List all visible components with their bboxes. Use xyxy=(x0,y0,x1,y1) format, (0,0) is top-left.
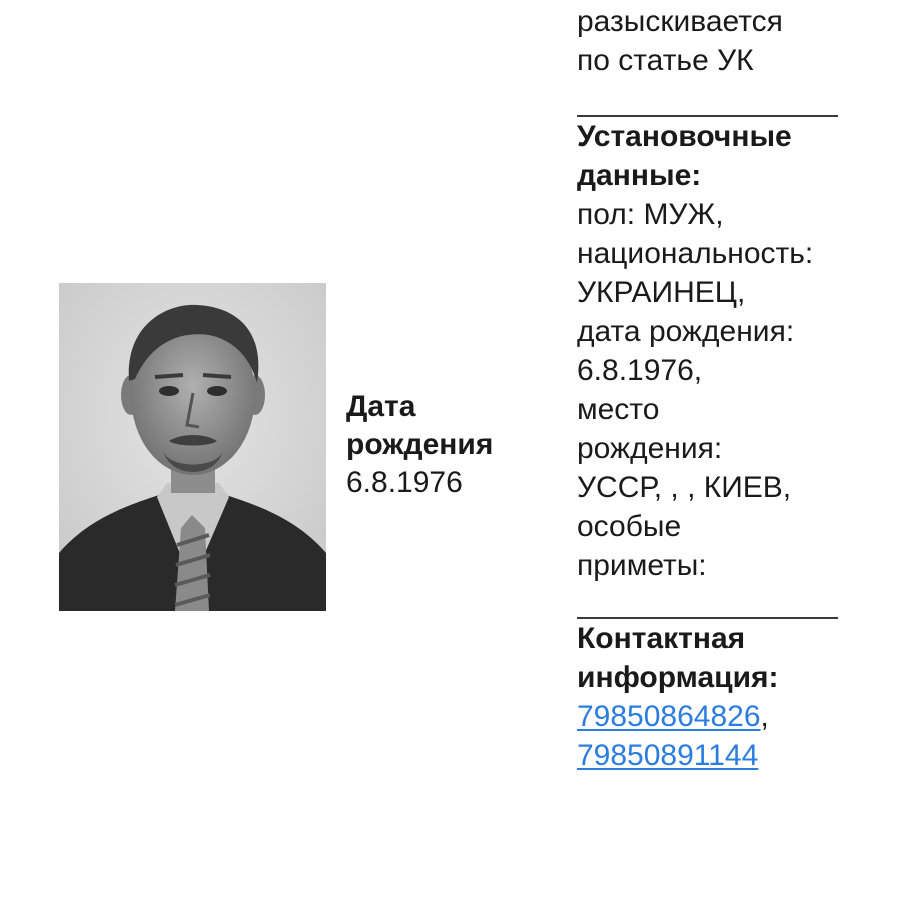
identity-line: УССР, , , КИЕВ, xyxy=(577,471,792,504)
identity-line: место xyxy=(577,393,660,426)
identity-line: 6.8.1976, xyxy=(577,354,703,387)
identity-line: приметы: xyxy=(577,549,707,582)
phone-link-1[interactable]: 79850864826 xyxy=(577,700,761,733)
contact-heading-line2: информация: xyxy=(577,661,779,694)
identity-line: особые xyxy=(577,510,682,543)
birth-date-label-line2: рождения xyxy=(346,428,494,461)
status-line1: разыскивается xyxy=(577,5,783,38)
birth-date-label-line1: Дата xyxy=(346,390,416,423)
identity-line: национальность: xyxy=(577,237,814,270)
identity-line: дата рождения: xyxy=(577,315,795,348)
phone-link-2[interactable]: 79850891144 xyxy=(577,739,759,772)
identity-line: УКРАИНЕЦ, xyxy=(577,276,746,309)
birth-date-block xyxy=(346,388,546,502)
phone-separator: , xyxy=(760,700,769,733)
details-column xyxy=(577,2,877,775)
contact-heading-line1: Контактная xyxy=(577,622,746,655)
contact-section xyxy=(577,619,877,775)
identity-section xyxy=(577,117,877,585)
status-line2: по статье УК xyxy=(577,44,754,77)
status-text xyxy=(577,2,877,80)
identity-line: пол: МУЖ, xyxy=(577,198,724,231)
person-portrait-icon xyxy=(59,283,326,611)
identity-line: рождения: xyxy=(577,432,723,465)
identity-heading-line1: Установочные xyxy=(577,120,792,153)
identity-heading-line2: данные: xyxy=(577,159,702,192)
person-photo xyxy=(59,283,326,611)
birth-date-value: 6.8.1976 xyxy=(346,466,463,499)
